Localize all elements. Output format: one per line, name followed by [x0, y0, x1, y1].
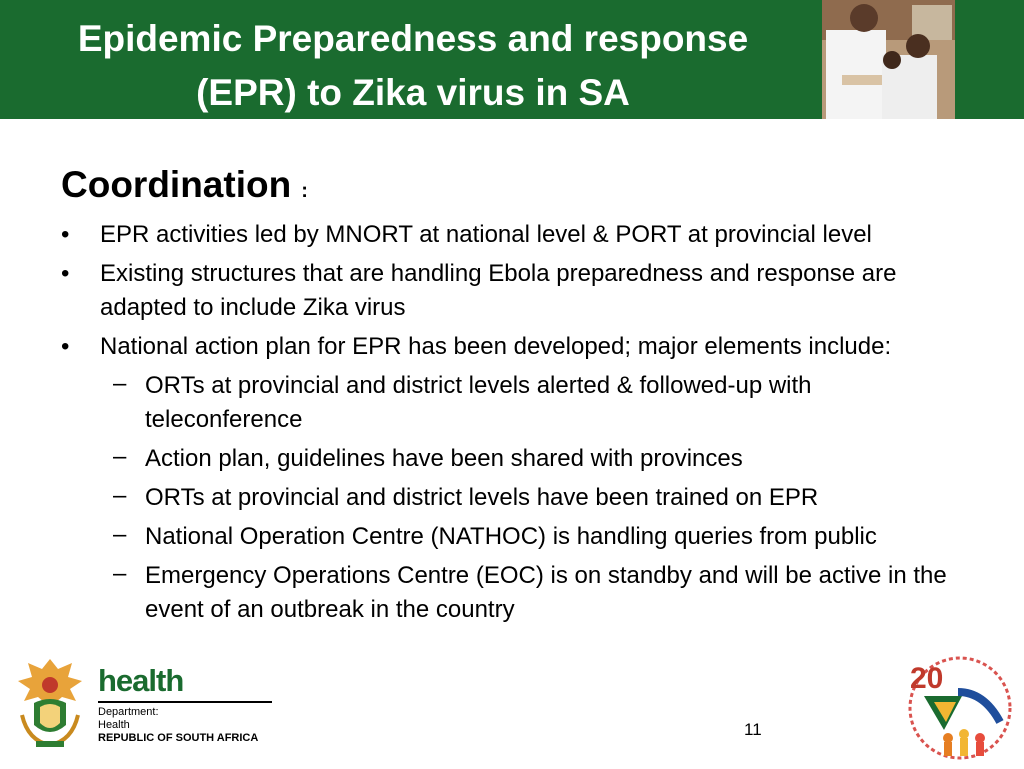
bullet-marker: • — [61, 260, 70, 287]
department-name: Health — [98, 719, 130, 731]
sub-list-item — [61, 369, 971, 437]
health-logo-word: health — [98, 663, 184, 698]
bullet-marker: • — [61, 333, 70, 360]
bullet-list — [61, 218, 971, 632]
department-label: Department: — [98, 706, 159, 718]
bullet-marker: • — [61, 221, 70, 248]
dash-marker: – — [113, 560, 127, 587]
coat-of-arms-icon — [14, 655, 86, 750]
header-photo — [822, 0, 955, 119]
sub-list-item-text: Emergency Operations Centre (EOC) is on standby and will be active in the event of an outbreak in the country — [145, 562, 947, 623]
slide-title-line-1: Epidemic Preparedness and response — [77, 18, 749, 59]
logo-divider — [98, 701, 272, 703]
dash-marker: – — [113, 443, 127, 470]
section-heading-suffix: : — [301, 180, 308, 202]
sub-list-item-text: National Operation Centre (NATHOC) is handling queries from public — [145, 523, 877, 550]
20-years-of-freedom-logo-icon — [904, 652, 1016, 764]
svg-text:20: 20 — [910, 662, 944, 695]
sub-list-item — [61, 442, 971, 476]
sub-list-item — [61, 481, 971, 515]
list-item — [61, 257, 971, 325]
department-logo — [14, 655, 284, 755]
list-item-text: EPR activities led by MNORT at national level & PORT at provincial level — [100, 221, 872, 248]
dash-marker: – — [113, 370, 127, 397]
country-name: REPUBLIC OF SOUTH AFRICA — [98, 732, 259, 744]
dash-marker: – — [113, 482, 127, 509]
list-item-text: National action plan for EPR has been developed; major elements include: — [100, 333, 892, 360]
section-heading-text: Coordination — [61, 164, 292, 205]
sub-list-item-text: Action plan, guidelines have been shared with provinces — [145, 445, 743, 472]
sub-list-item — [61, 559, 971, 627]
header-band — [0, 0, 1024, 119]
list-item-text: Existing structures that are handling Ebola preparedness and response are adapted to include Zika virus — [100, 260, 897, 321]
page-number: 11 — [744, 720, 762, 739]
list-item — [61, 330, 971, 364]
dash-marker: – — [113, 521, 127, 548]
list-item — [61, 218, 971, 252]
sub-list-item-text: ORTs at provincial and district levels alerted & followed-up with teleconference — [145, 372, 812, 433]
slide-title-line-2: (EPR) to Zika virus in SA — [196, 72, 630, 113]
section-heading — [61, 162, 308, 214]
sub-list-item-text: ORTs at provincial and district levels have been trained on EPR — [145, 484, 819, 511]
slide-title — [50, 12, 776, 120]
sub-list-item — [61, 520, 971, 554]
